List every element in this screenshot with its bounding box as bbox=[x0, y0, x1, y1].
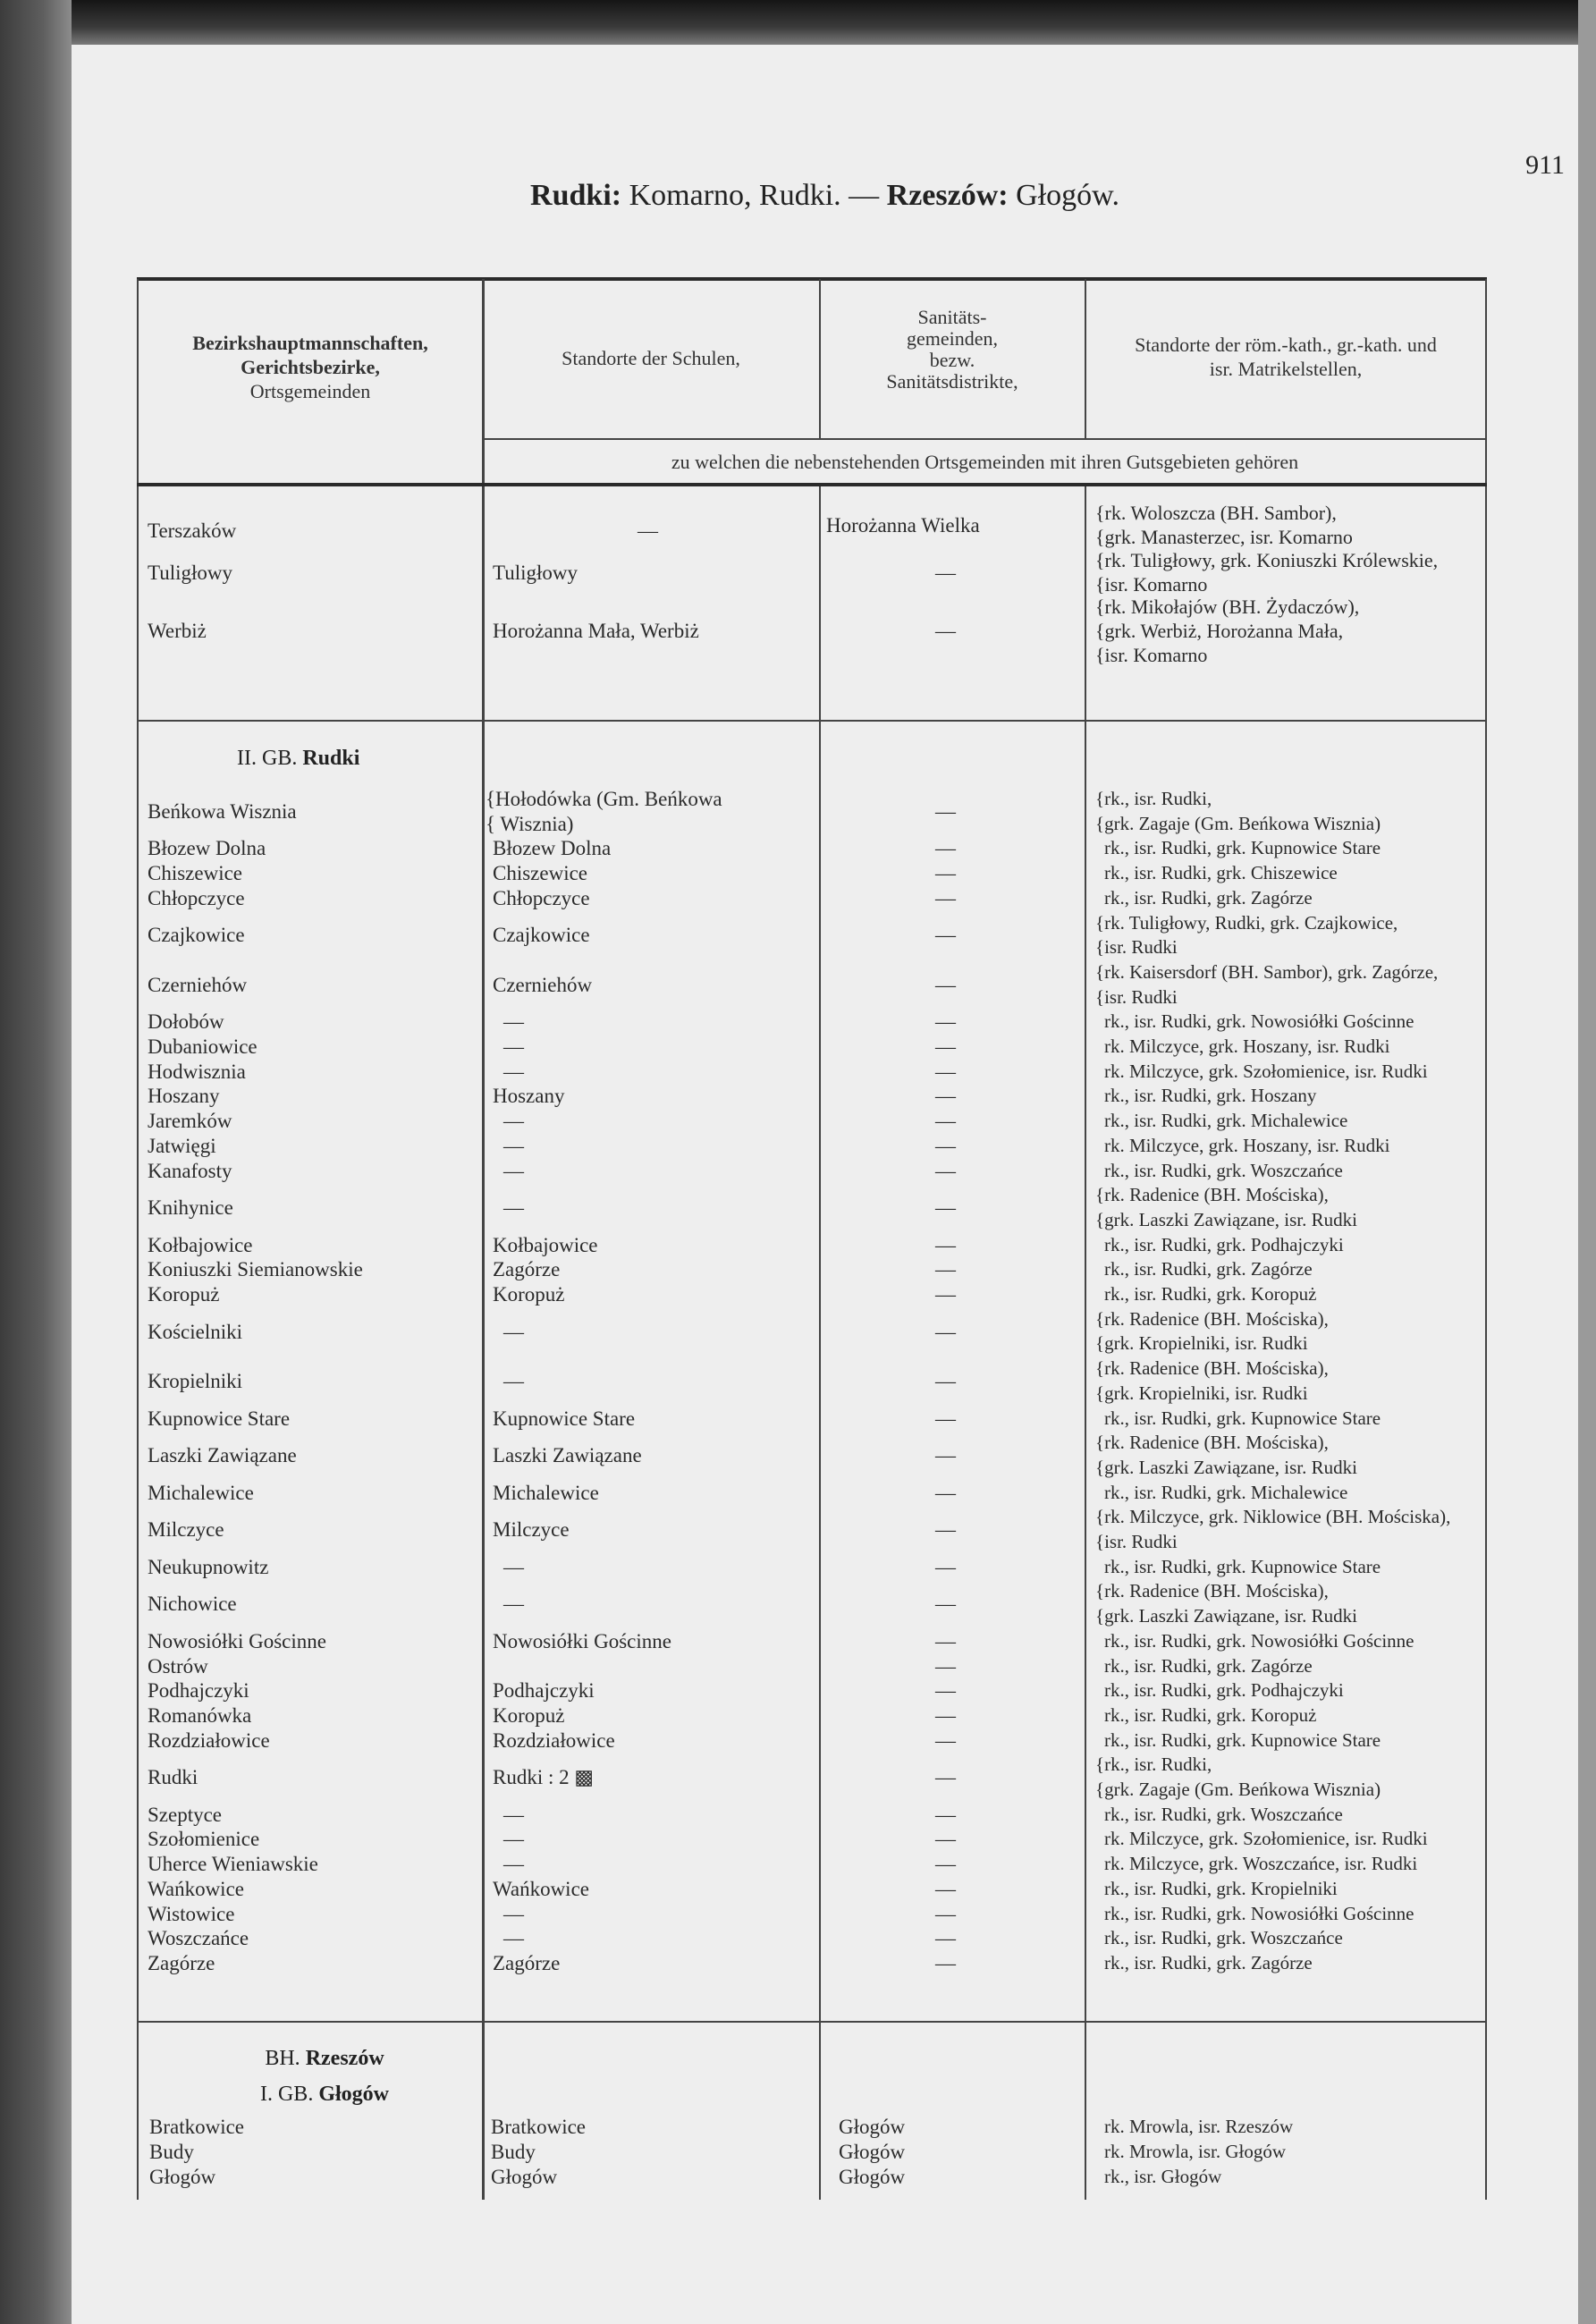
sanitary-district: — bbox=[935, 1828, 956, 1851]
school-location: Kołbajowice bbox=[493, 1233, 598, 1256]
sanitary-district: — bbox=[935, 1951, 956, 1974]
matrikel-line: rk., isr. Rudki, grk. Michalewice bbox=[1104, 1110, 1348, 1132]
sanitary-district: — bbox=[935, 1258, 956, 1281]
gemeinde-name: Koniuszki Siemianowskie bbox=[148, 1258, 363, 1281]
page-number: 911 bbox=[1525, 150, 1565, 180]
header-col3-line2: gemeinden, bbox=[906, 327, 999, 350]
matrikel-line: rk., isr. Rudki, grk. Koropuż bbox=[1104, 1283, 1317, 1305]
matrikel-line: rk., isr. Rudki, grk. Kropielniki bbox=[1104, 1877, 1338, 1899]
matrikel-line: rk., isr. Rudki, grk. Koropuż bbox=[1104, 1703, 1317, 1726]
gemeinde-name: Podhajczyki bbox=[148, 1679, 249, 1703]
col-rule-2-head bbox=[819, 279, 821, 438]
sanitary-district: — bbox=[935, 1853, 956, 1876]
school-location: Głogów bbox=[491, 2166, 558, 2188]
matrikel-line: {isr. Komarno bbox=[1095, 573, 1208, 596]
header-col3-line1: Sanitäts- bbox=[917, 306, 987, 328]
gemeinde-name: Kupnowice Stare bbox=[148, 1407, 291, 1430]
gemeinde-name: Jatwięgi bbox=[148, 1134, 216, 1157]
matrikel-line: {rk., isr. Rudki, bbox=[1095, 788, 1212, 809]
section-glogow-prefix: I. GB. bbox=[259, 2083, 314, 2106]
running-header bbox=[72, 179, 1578, 213]
sanitary-district: — bbox=[935, 1728, 956, 1752]
school-location: Podhajczyki bbox=[493, 1679, 595, 1703]
school-location: — bbox=[503, 1134, 524, 1157]
matrikel-line: rk. Milczyce, grk. Szołomienice, isr. Rudki bbox=[1104, 1828, 1428, 1850]
gemeinde-name: Kołbajowice bbox=[148, 1233, 253, 1256]
gemeinde-name: Jaremków bbox=[148, 1110, 232, 1133]
school-location: Milczyce bbox=[493, 1518, 570, 1542]
sanitary-district: — bbox=[935, 1703, 956, 1727]
gemeinde-name: Hoszany bbox=[148, 1085, 220, 1108]
matrikel-line: {grk. Laszki Zawiązane, isr. Rudki bbox=[1095, 1605, 1357, 1627]
matrikel-line: rk., isr. Głogów bbox=[1104, 2166, 1222, 2187]
gemeinde-name: Koropuż bbox=[148, 1283, 220, 1306]
sanitary-district: — bbox=[935, 1679, 956, 1703]
col-rule-2 bbox=[819, 486, 821, 2200]
sanitary-district: — bbox=[935, 1593, 956, 1616]
matrikel-line: {isr. Rudki bbox=[1095, 985, 1178, 1008]
matrikel-line: {grk. Kropielniki, isr. Rudki bbox=[1095, 1382, 1308, 1404]
school-location: — bbox=[503, 1828, 524, 1851]
matrikel-line: {rk. Tuligłowy, Rudki, grk. Czajkowice, bbox=[1095, 911, 1398, 934]
sanitary-district: — bbox=[935, 1629, 956, 1652]
sanitary-district: — bbox=[935, 1518, 956, 1542]
sanitary-district: — bbox=[935, 1407, 956, 1430]
matrikel-line: rk., isr. Rudki, grk. Kupnowice Stare bbox=[1104, 1555, 1381, 1577]
sanitary-district: — bbox=[935, 1035, 956, 1058]
school-location: — bbox=[503, 1060, 524, 1083]
gemeinde-name: Dubaniowice bbox=[148, 1035, 258, 1058]
sanitary-district: Głogów bbox=[839, 2166, 906, 2188]
school-location: Rudki : 2 ▩ bbox=[493, 1766, 595, 1789]
matrikel-line: rk., isr. Rudki, grk. Kupnowice Stare bbox=[1104, 837, 1381, 859]
sanitary-district: — bbox=[935, 799, 956, 823]
sanitary-district: — bbox=[935, 973, 956, 996]
matrikel-line: {rk. Radenice (BH. Mościska), bbox=[1095, 1307, 1329, 1330]
school-location: Chiszewice bbox=[493, 862, 588, 885]
school-location: — bbox=[503, 1110, 524, 1133]
gemeinde-name: Chiszewice bbox=[148, 862, 243, 885]
school-location: — bbox=[503, 1803, 524, 1826]
section-rudki-prefix: II. GB. bbox=[237, 747, 298, 770]
school-location: Zagórze bbox=[493, 1951, 561, 1974]
matrikel-line: rk., isr. Rudki, grk. Nowosiółki Gościnne bbox=[1104, 1010, 1414, 1033]
table-right-rule bbox=[1485, 279, 1487, 2200]
sanitary-district: — bbox=[935, 1283, 956, 1306]
matrikel-line: {grk. Kropielniki, isr. Rudki bbox=[1095, 1332, 1308, 1355]
matrikel-line: rk., isr. Rudki, grk. Podhajczyki bbox=[1104, 1233, 1344, 1255]
sanitary-district: — bbox=[935, 886, 956, 909]
matrikel-line: rk., isr. Rudki, grk. Michalewice bbox=[1104, 1481, 1348, 1503]
sanitary-district: — bbox=[935, 1444, 956, 1467]
rudki-bottom-rule bbox=[137, 2021, 1487, 2023]
matrikel-line: {rk. Radenice (BH. Mościska), bbox=[1095, 1432, 1329, 1454]
matrikel-line: rk., isr. Rudki, grk. Nowosiółki Gościnne bbox=[1104, 1902, 1414, 1924]
school-location: — bbox=[503, 1927, 524, 1950]
school-location: — bbox=[503, 1196, 524, 1220]
matrikel-line: rk., isr. Rudki, grk. Woszczańce bbox=[1104, 1927, 1343, 1949]
gazetteer-table bbox=[137, 232, 1487, 2200]
gemeinde-name: Kościelniki bbox=[148, 1320, 243, 1343]
matrikel-line: {rk. Radenice (BH. Mościska), bbox=[1095, 1357, 1329, 1380]
sanitary-district: — bbox=[935, 1010, 956, 1034]
school-location: Zagórze bbox=[493, 1258, 561, 1281]
school-location: Chłopczyce bbox=[493, 886, 590, 909]
matrikel-line: rk., isr. Rudki, grk. Zagórze bbox=[1104, 1951, 1313, 1973]
header-col1-line3: Ortsgemeinden bbox=[249, 380, 371, 402]
gemeinde-name: Błozew Dolna bbox=[148, 837, 266, 860]
matrikel-line: rk., isr. Rudki, grk. Nowosiółki Gościnne bbox=[1104, 1629, 1414, 1652]
school-location: Koropuż bbox=[493, 1703, 565, 1727]
matrikel-line: rk., isr. Rudki, grk. Woszczańce bbox=[1104, 1159, 1343, 1181]
section-rzeszow-name: Rzeszów bbox=[305, 2047, 384, 2070]
matrikel-line: rk. Mrowla, isr. Głogów bbox=[1104, 2141, 1286, 2162]
sanitary-district: — bbox=[935, 1902, 956, 1925]
matrikel-line: rk., isr. Rudki, grk. Hoszany bbox=[1104, 1085, 1317, 1107]
header-col3-line3: bezw. bbox=[929, 349, 975, 371]
scan-right-edge bbox=[1578, 0, 1596, 2324]
header-col-schulen: Standorte der Schulen, bbox=[562, 347, 740, 369]
school-location: — bbox=[503, 1035, 524, 1058]
gemeinde-name: Czajkowice bbox=[148, 924, 245, 947]
school-location: Kupnowice Stare bbox=[493, 1407, 636, 1430]
sanitary-district: — bbox=[935, 1134, 956, 1157]
gemeinde-name: Zagórze bbox=[148, 1951, 215, 1974]
school-location: — bbox=[503, 1369, 524, 1392]
gemeinde-name: Kanafosty bbox=[148, 1159, 232, 1182]
sanitary-district: — bbox=[935, 1369, 956, 1392]
gemeinde-name: Kropielniki bbox=[148, 1369, 243, 1392]
sanitary-district: Głogów bbox=[839, 2141, 906, 2163]
school-location: Tuligłowy bbox=[493, 561, 578, 584]
section-gb-rudki bbox=[237, 747, 359, 771]
matrikel-line: rk., isr. Rudki, grk. Zagórze bbox=[1104, 1654, 1313, 1677]
header-col-gemeinden bbox=[140, 331, 480, 403]
matrikel-line: rk. Milczyce, grk. Woszczańce, isr. Rudki bbox=[1104, 1853, 1418, 1875]
section-rudki-name: Rudki bbox=[302, 747, 360, 770]
col-rule-3 bbox=[1085, 486, 1086, 2200]
gemeinde-name: Bratkowice bbox=[149, 2116, 245, 2138]
school-location: — bbox=[503, 1159, 524, 1182]
gemeinde-name: Rudki bbox=[148, 1766, 198, 1789]
matrikel-line: {grk. Werbiż, Horożanna Mała, bbox=[1095, 620, 1344, 642]
matrikel-line: rk. Milczyce, grk. Hoszany, isr. Rudki bbox=[1104, 1134, 1390, 1156]
sanitary-district: — bbox=[935, 1927, 956, 1950]
sanitary-district: — bbox=[935, 1654, 956, 1678]
gemeinde-name: Beńkowa Wisznia bbox=[148, 799, 297, 823]
gemeinde-name: Chłopczyce bbox=[148, 886, 245, 909]
school-location: — bbox=[638, 519, 658, 542]
gemeinde-name: Wistowice bbox=[148, 1902, 235, 1925]
header-col1-line2: Gerichtsbezirke, bbox=[241, 356, 380, 378]
matrikel-line: {grk. Manasterzec, isr. Komarno bbox=[1095, 526, 1353, 548]
sanitary-district: — bbox=[935, 1085, 956, 1108]
gemeinde-name: Głogów bbox=[149, 2166, 216, 2188]
gemeinde-name: Dołobów bbox=[148, 1010, 224, 1034]
header-part-2: Komarno, Rudki. — bbox=[621, 179, 887, 212]
gemeinde-name: Romanówka bbox=[148, 1703, 252, 1727]
sanitary-district: — bbox=[935, 1320, 956, 1343]
school-location: Koropuż bbox=[493, 1283, 565, 1306]
matrikel-line: rk., isr. Rudki, grk. Kupnowice Stare bbox=[1104, 1728, 1381, 1751]
sanitary-district: — bbox=[935, 1110, 956, 1133]
school-location: Hoszany bbox=[493, 1085, 565, 1108]
sanitary-district: Horożanna Wielka bbox=[826, 513, 980, 537]
sanitary-district: — bbox=[935, 862, 956, 885]
gemeinde-name: Terszaków bbox=[148, 519, 237, 542]
matrikel-line: rk., isr. Rudki, grk. Podhajczyki bbox=[1104, 1679, 1344, 1702]
sanitary-district: — bbox=[935, 1159, 956, 1182]
sanitary-district: — bbox=[935, 1233, 956, 1256]
matrikel-line: rk., isr. Rudki, grk. Woszczańce bbox=[1104, 1803, 1343, 1825]
header-col3-line4: Sanitätsdistrikte, bbox=[886, 370, 1018, 393]
sanitary-district: — bbox=[935, 1803, 956, 1826]
matrikel-line: {isr. Rudki bbox=[1095, 1531, 1178, 1552]
scan-left-edge bbox=[0, 0, 72, 2324]
section-rzeszow-prefix: BH. bbox=[265, 2047, 300, 2070]
header-part-4: Głogów. bbox=[1008, 179, 1119, 212]
header-subline: zu welchen die nebenstehenden Ortsgemeinden mit ihren Gutsgebieten gehören bbox=[671, 451, 1299, 473]
sanitary-district: — bbox=[935, 1060, 956, 1083]
header-col-matrikel bbox=[1087, 333, 1484, 381]
matrikel-line: {rk. Radenice (BH. Mościska), bbox=[1095, 1580, 1329, 1602]
matrikel-line: rk., isr. Rudki, grk. Zagórze bbox=[1104, 886, 1313, 908]
col-rule-1 bbox=[482, 279, 485, 2200]
header-part-3: Rzeszów: bbox=[886, 179, 1009, 212]
header-col-sanitaet bbox=[822, 307, 1083, 393]
matrikel-line: {rk. Woloszcza (BH. Sambor), bbox=[1095, 502, 1337, 524]
gemeinde-name: Neukupnowitz bbox=[148, 1555, 269, 1578]
gemeinde-name: Uherce Wieniawskie bbox=[148, 1853, 318, 1876]
matrikel-line: {rk. Kaisersdorf (BH. Sambor), grk. Zagórze, bbox=[1095, 960, 1439, 983]
sanitary-district: — bbox=[935, 620, 956, 642]
matrikel-line: {rk. Tuligłowy, grk. Koniuszki Królewskie, bbox=[1095, 549, 1439, 571]
school-location: — bbox=[503, 1555, 524, 1578]
gemeinde-name: Tuligłowy bbox=[148, 561, 233, 584]
gemeinde-name: Szołomienice bbox=[148, 1828, 260, 1851]
sanitary-district: — bbox=[935, 837, 956, 860]
matrikel-line: rk., isr. Rudki, grk. Zagórze bbox=[1104, 1258, 1313, 1280]
school-location: — bbox=[503, 1853, 524, 1876]
gemeinde-name: Rozdziałowice bbox=[148, 1728, 270, 1752]
school-location: — bbox=[503, 1902, 524, 1925]
matrikel-line: {grk. Laszki Zawiązane, isr. Rudki bbox=[1095, 1208, 1357, 1230]
gemeinde-name: Nichowice bbox=[148, 1593, 237, 1616]
matrikel-line: rk., isr. Rudki, grk. Kupnowice Stare bbox=[1104, 1407, 1381, 1429]
sanitary-district: — bbox=[935, 1481, 956, 1504]
school-location: Horożanna Mała, Werbiż bbox=[493, 620, 699, 642]
matrikel-line: rk. Mrowla, isr. Rzeszów bbox=[1104, 2116, 1294, 2137]
table-left-rule bbox=[137, 279, 139, 2200]
section-glogow-name: Głogów bbox=[318, 2083, 389, 2106]
gemeinde-name: Woszczańce bbox=[148, 1927, 249, 1950]
gemeinde-name: Michalewice bbox=[148, 1481, 254, 1504]
header-bottom-rule bbox=[137, 483, 1487, 486]
section-bh-rzeszow bbox=[231, 2041, 418, 2112]
matrikel-line: {rk. Radenice (BH. Mościska), bbox=[1095, 1184, 1329, 1206]
school-location: Czerniehów bbox=[493, 973, 593, 996]
scan-top-edge bbox=[0, 0, 1596, 49]
matrikel-line: rk. Milczyce, grk. Hoszany, isr. Rudki bbox=[1104, 1035, 1390, 1057]
school-location: Laszki Zawiązane bbox=[493, 1444, 642, 1467]
gemeinde-name: Hodwisznia bbox=[148, 1060, 246, 1083]
matrikel-line: {grk. Laszki Zawiązane, isr. Rudki bbox=[1095, 1456, 1357, 1478]
school-location: Budy bbox=[491, 2141, 536, 2163]
school-location-line: {Hołodówka (Gm. Beńkowa bbox=[486, 788, 722, 810]
matrikel-line: {grk. Zagaje (Gm. Beńkowa Wisznia) bbox=[1095, 812, 1381, 834]
matrikel-line: {isr. Rudki bbox=[1095, 936, 1178, 959]
block1-bottom-rule bbox=[137, 720, 1487, 722]
gemeinde-name: Czerniehów bbox=[148, 973, 248, 996]
matrikel-line: {rk. Mikołajów (BH. Żydaczów), bbox=[1095, 596, 1360, 618]
sanitary-district: — bbox=[935, 1555, 956, 1578]
sanitary-district: — bbox=[935, 924, 956, 947]
header-col1-line1: Bezirkshauptmannschaften, bbox=[192, 332, 428, 354]
school-location: — bbox=[503, 1593, 524, 1616]
school-location: Michalewice bbox=[493, 1481, 599, 1504]
matrikel-line: {isr. Komarno bbox=[1095, 644, 1208, 666]
school-location: Nowosiółki Gościnne bbox=[493, 1629, 671, 1652]
gemeinde-name: Nowosiółki Gościnne bbox=[148, 1629, 326, 1652]
matrikel-line: {rk. Milczyce, grk. Niklowice (BH. Mościska), bbox=[1095, 1506, 1451, 1528]
matrikel-line: rk., isr. Rudki, grk. Chiszewice bbox=[1104, 862, 1338, 884]
school-location: Błozew Dolna bbox=[493, 837, 612, 860]
header-col4-line2: isr. Matrikelstellen, bbox=[1209, 358, 1363, 380]
matrikel-line: {rk., isr. Rudki, bbox=[1095, 1754, 1212, 1776]
gemeinde-name: Laszki Zawiązane bbox=[148, 1444, 297, 1467]
sanitary-district: — bbox=[935, 1877, 956, 1900]
sanitary-district: — bbox=[935, 1766, 956, 1789]
col-rule-3-head bbox=[1085, 279, 1086, 438]
gemeinde-name: Werbiż bbox=[148, 620, 207, 642]
table-top-rule bbox=[137, 277, 1487, 281]
header-part-1: Rudki: bbox=[530, 179, 622, 212]
school-location: Wańkowice bbox=[493, 1877, 589, 1900]
matrikel-line: rk. Milczyce, grk. Szołomienice, isr. Rudki bbox=[1104, 1060, 1428, 1082]
sanitary-district: Głogów bbox=[839, 2116, 906, 2138]
sanitary-district: — bbox=[935, 561, 956, 584]
sanitary-district: — bbox=[935, 1196, 956, 1220]
page-sheet bbox=[72, 45, 1578, 2324]
school-location: — bbox=[503, 1320, 524, 1343]
school-location: Bratkowice bbox=[491, 2116, 587, 2138]
school-location: — bbox=[503, 1010, 524, 1034]
gemeinde-name: Wańkowice bbox=[148, 1877, 244, 1900]
subheader-rule bbox=[482, 438, 1487, 440]
school-location: Rozdziałowice bbox=[493, 1728, 615, 1752]
gemeinde-name: Milczyce bbox=[148, 1518, 224, 1542]
school-location-line: { Wisznia) bbox=[486, 812, 574, 835]
header-col4-line1: Standorte der röm.-kath., gr.-kath. und bbox=[1135, 334, 1437, 356]
matrikel-line: {grk. Zagaje (Gm. Beńkowa Wisznia) bbox=[1095, 1779, 1381, 1800]
gemeinde-name: Budy bbox=[149, 2141, 194, 2163]
gemeinde-name: Szeptyce bbox=[148, 1803, 223, 1826]
school-location: Czajkowice bbox=[493, 924, 590, 947]
gemeinde-name: Ostrów bbox=[148, 1654, 208, 1678]
gemeinde-name: Knihynice bbox=[148, 1196, 233, 1220]
